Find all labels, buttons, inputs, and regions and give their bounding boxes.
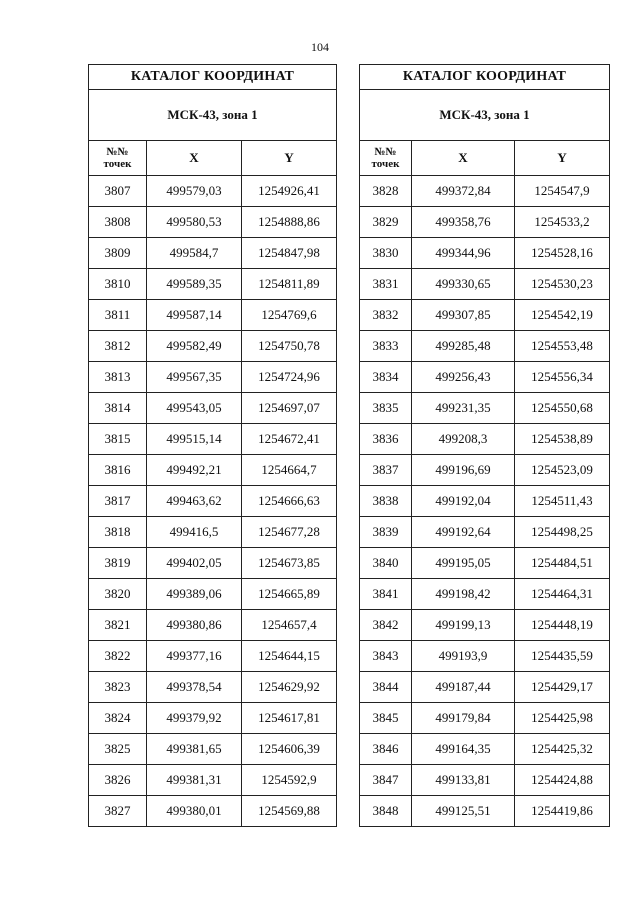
cell-x: 499199,13 <box>412 610 515 641</box>
table-row <box>360 672 610 703</box>
cell-y: 1254550,68 <box>515 393 610 424</box>
table-row <box>89 765 337 796</box>
table-row <box>89 703 337 734</box>
cell-point-number: 3847 <box>360 765 412 796</box>
table-row <box>360 424 610 455</box>
cell-y: 1254538,89 <box>515 424 610 455</box>
cell-point-number: 3831 <box>360 269 412 300</box>
cell-y: 1254498,25 <box>515 517 610 548</box>
cell-x: 499358,76 <box>412 207 515 238</box>
cell-x: 499381,65 <box>147 734 242 765</box>
table-row <box>89 300 337 331</box>
cell-x: 499196,69 <box>412 455 515 486</box>
cell-point-number: 3842 <box>360 610 412 641</box>
cell-y: 1254606,39 <box>242 734 337 765</box>
cell-point-number: 3826 <box>89 765 147 796</box>
table-row <box>360 796 610 827</box>
cell-x: 499587,14 <box>147 300 242 331</box>
cell-point-number: 3828 <box>360 176 412 207</box>
cell-x: 499307,85 <box>412 300 515 331</box>
table-row <box>89 579 337 610</box>
cell-point-number: 3832 <box>360 300 412 331</box>
cell-y: 1254888,86 <box>242 207 337 238</box>
table-row <box>89 331 337 362</box>
cell-x: 499164,35 <box>412 734 515 765</box>
table-row <box>360 455 610 486</box>
table-row <box>360 207 610 238</box>
cell-x: 499567,35 <box>147 362 242 393</box>
cell-x: 499192,64 <box>412 517 515 548</box>
cell-point-number: 3818 <box>89 517 147 548</box>
cell-point-number: 3837 <box>360 455 412 486</box>
cell-y: 1254644,15 <box>242 641 337 672</box>
cell-y: 1254533,2 <box>515 207 610 238</box>
cell-x: 499589,35 <box>147 269 242 300</box>
cell-point-number: 3810 <box>89 269 147 300</box>
cell-x: 499285,48 <box>412 331 515 362</box>
cell-point-number: 3841 <box>360 579 412 610</box>
cell-point-number: 3814 <box>89 393 147 424</box>
table-row <box>360 300 610 331</box>
cell-y: 1254569,88 <box>242 796 337 827</box>
cell-y: 1254666,63 <box>242 486 337 517</box>
cell-x: 499580,53 <box>147 207 242 238</box>
cell-y: 1254769,6 <box>242 300 337 331</box>
table-row <box>360 176 610 207</box>
cell-x: 499582,49 <box>147 331 242 362</box>
cell-x: 499256,43 <box>412 362 515 393</box>
table-row <box>360 579 610 610</box>
cell-x: 499125,51 <box>412 796 515 827</box>
cell-point-number: 3839 <box>360 517 412 548</box>
table-row <box>89 393 337 424</box>
table-row <box>360 641 610 672</box>
cell-y: 1254429,17 <box>515 672 610 703</box>
header-x: X <box>412 141 515 176</box>
cell-point-number: 3843 <box>360 641 412 672</box>
cell-point-number: 3823 <box>89 672 147 703</box>
cell-y: 1254425,98 <box>515 703 610 734</box>
cell-x: 499379,92 <box>147 703 242 734</box>
cell-point-number: 3836 <box>360 424 412 455</box>
cell-y: 1254419,86 <box>515 796 610 827</box>
cell-point-number: 3840 <box>360 548 412 579</box>
cell-point-number: 3833 <box>360 331 412 362</box>
cell-x: 499187,44 <box>412 672 515 703</box>
table-row <box>89 641 337 672</box>
cell-y: 1254425,32 <box>515 734 610 765</box>
cell-point-number: 3808 <box>89 207 147 238</box>
cell-x: 499378,54 <box>147 672 242 703</box>
cell-point-number: 3846 <box>360 734 412 765</box>
cell-point-number: 3827 <box>89 796 147 827</box>
table-row <box>360 238 610 269</box>
cell-y: 1254424,88 <box>515 765 610 796</box>
table-row <box>89 672 337 703</box>
cell-y: 1254530,23 <box>515 269 610 300</box>
table-row <box>89 238 337 269</box>
header-num-line2: точек <box>103 158 132 170</box>
table-row <box>360 517 610 548</box>
table-row <box>89 517 337 548</box>
cell-y: 1254677,28 <box>242 517 337 548</box>
cell-point-number: 3817 <box>89 486 147 517</box>
cell-point-number: 3824 <box>89 703 147 734</box>
cell-point-number: 3811 <box>89 300 147 331</box>
table-row <box>360 734 610 765</box>
cell-x: 499195,05 <box>412 548 515 579</box>
cell-y: 1254811,89 <box>242 269 337 300</box>
cell-x: 499377,16 <box>147 641 242 672</box>
cell-x: 499381,31 <box>147 765 242 796</box>
page-number: 104 <box>311 40 329 54</box>
header-y: Y <box>242 141 337 176</box>
cell-x: 499543,05 <box>147 393 242 424</box>
table-row <box>360 703 610 734</box>
table-row <box>360 765 610 796</box>
cell-point-number: 3845 <box>360 703 412 734</box>
table-row <box>89 610 337 641</box>
cell-y: 1254556,34 <box>515 362 610 393</box>
cell-x: 499208,3 <box>412 424 515 455</box>
cell-y: 1254750,78 <box>242 331 337 362</box>
cell-y: 1254629,92 <box>242 672 337 703</box>
cell-x: 499380,86 <box>147 610 242 641</box>
cell-x: 499579,03 <box>147 176 242 207</box>
coordinate-catalog-right <box>359 64 610 827</box>
header-num-line2: точек <box>371 158 400 170</box>
table-row <box>89 486 337 517</box>
cell-point-number: 3829 <box>360 207 412 238</box>
cell-y: 1254697,07 <box>242 393 337 424</box>
cell-x: 499584,7 <box>147 238 242 269</box>
cell-point-number: 3835 <box>360 393 412 424</box>
cell-x: 499179,84 <box>412 703 515 734</box>
table-row <box>89 207 337 238</box>
cell-point-number: 3807 <box>89 176 147 207</box>
cell-x: 499492,21 <box>147 455 242 486</box>
cell-y: 1254448,19 <box>515 610 610 641</box>
table-row <box>360 362 610 393</box>
cell-point-number: 3815 <box>89 424 147 455</box>
table-row <box>89 362 337 393</box>
table-row <box>360 269 610 300</box>
header-num-line1: №№ <box>106 146 129 158</box>
cell-x: 499389,06 <box>147 579 242 610</box>
cell-x: 499330,65 <box>412 269 515 300</box>
cell-y: 1254664,7 <box>242 455 337 486</box>
table-row <box>89 796 337 827</box>
cell-y: 1254553,48 <box>515 331 610 362</box>
cell-x: 499231,35 <box>412 393 515 424</box>
header-y: Y <box>515 141 610 176</box>
cell-point-number: 3834 <box>360 362 412 393</box>
coordinate-catalog-left <box>88 64 337 827</box>
cell-x: 499198,42 <box>412 579 515 610</box>
cell-point-number: 3844 <box>360 672 412 703</box>
header-point-number <box>360 141 412 176</box>
table-row <box>360 486 610 517</box>
table-row <box>360 331 610 362</box>
table-row <box>89 269 337 300</box>
cell-point-number: 3816 <box>89 455 147 486</box>
cell-x: 499372,84 <box>412 176 515 207</box>
cell-x: 499192,04 <box>412 486 515 517</box>
cell-y: 1254547,9 <box>515 176 610 207</box>
cell-y: 1254511,43 <box>515 486 610 517</box>
cell-x: 499344,96 <box>412 238 515 269</box>
catalog-subtitle: МСК-43, зона 1 <box>360 90 610 141</box>
cell-point-number: 3813 <box>89 362 147 393</box>
cell-x: 499515,14 <box>147 424 242 455</box>
catalog-subtitle: МСК-43, зона 1 <box>89 90 337 141</box>
cell-point-number: 3822 <box>89 641 147 672</box>
table-row <box>89 548 337 579</box>
table-row <box>360 548 610 579</box>
cell-point-number: 3819 <box>89 548 147 579</box>
cell-point-number: 3821 <box>89 610 147 641</box>
cell-x: 499193,9 <box>412 641 515 672</box>
catalog-title: КАТАЛОГ КООРДИНАТ <box>360 65 610 90</box>
table-row <box>360 610 610 641</box>
cell-y: 1254657,4 <box>242 610 337 641</box>
cell-y: 1254464,31 <box>515 579 610 610</box>
cell-x: 499402,05 <box>147 548 242 579</box>
cell-point-number: 3838 <box>360 486 412 517</box>
header-x: X <box>147 141 242 176</box>
cell-y: 1254847,98 <box>242 238 337 269</box>
cell-y: 1254665,89 <box>242 579 337 610</box>
header-point-number <box>89 141 147 176</box>
cell-y: 1254592,9 <box>242 765 337 796</box>
cell-x: 499463,62 <box>147 486 242 517</box>
cell-y: 1254724,96 <box>242 362 337 393</box>
header-num-line1: №№ <box>374 146 397 158</box>
cell-y: 1254523,09 <box>515 455 610 486</box>
cell-y: 1254926,41 <box>242 176 337 207</box>
table-row <box>360 393 610 424</box>
catalog-title: КАТАЛОГ КООРДИНАТ <box>89 65 337 90</box>
cell-x: 499416,5 <box>147 517 242 548</box>
table-row <box>89 424 337 455</box>
cell-y: 1254484,51 <box>515 548 610 579</box>
cell-point-number: 3820 <box>89 579 147 610</box>
cell-y: 1254528,16 <box>515 238 610 269</box>
cell-point-number: 3830 <box>360 238 412 269</box>
cell-y: 1254672,41 <box>242 424 337 455</box>
cell-y: 1254617,81 <box>242 703 337 734</box>
cell-point-number: 3812 <box>89 331 147 362</box>
cell-x: 499380,01 <box>147 796 242 827</box>
cell-point-number: 3848 <box>360 796 412 827</box>
cell-y: 1254435,59 <box>515 641 610 672</box>
cell-y: 1254542,19 <box>515 300 610 331</box>
cell-x: 499133,81 <box>412 765 515 796</box>
table-row <box>89 176 337 207</box>
cell-y: 1254673,85 <box>242 548 337 579</box>
table-row <box>89 455 337 486</box>
cell-point-number: 3809 <box>89 238 147 269</box>
cell-point-number: 3825 <box>89 734 147 765</box>
table-row <box>89 734 337 765</box>
